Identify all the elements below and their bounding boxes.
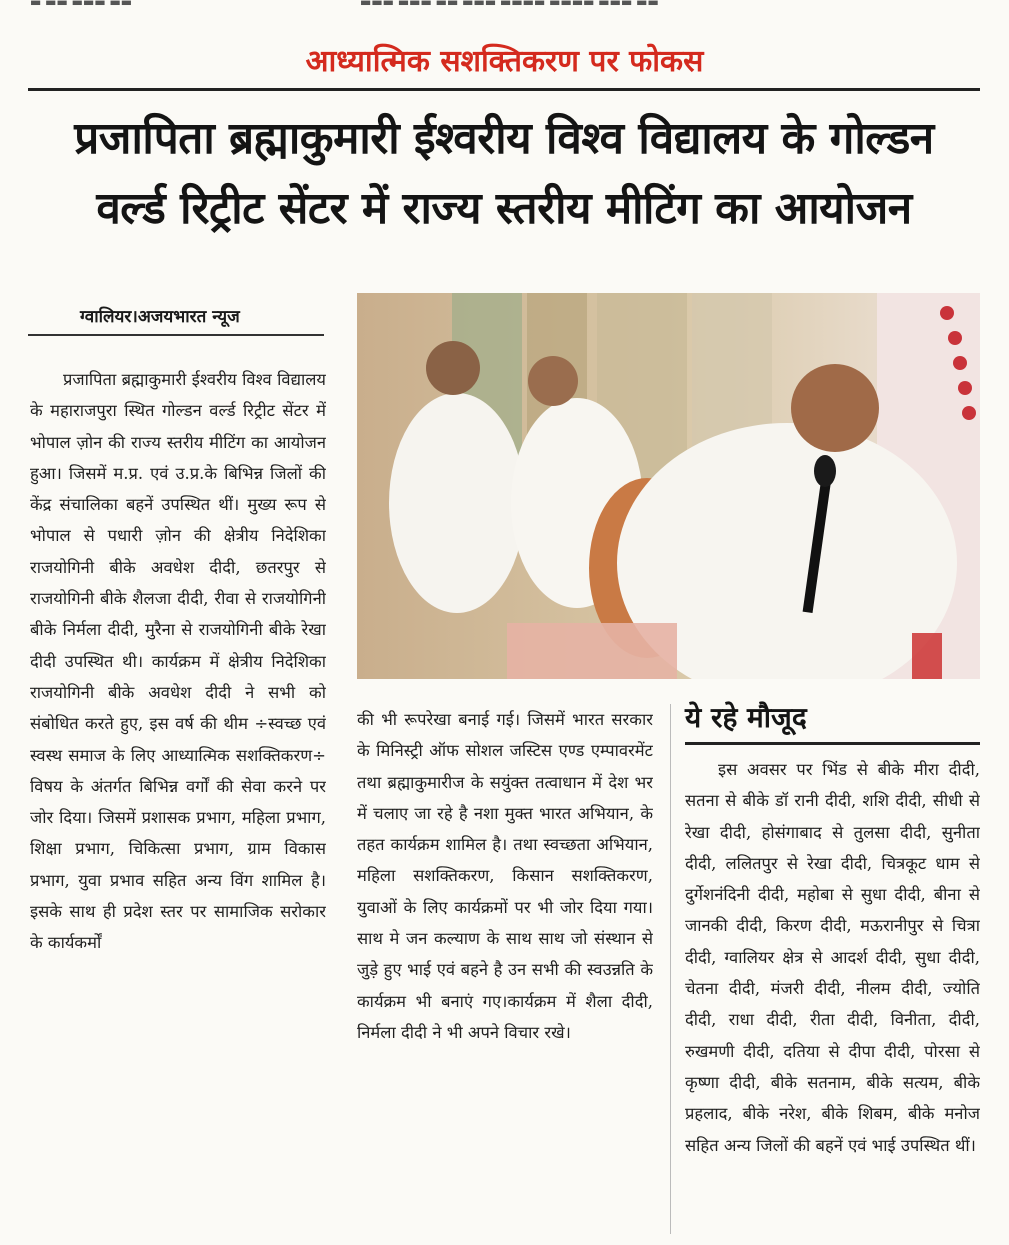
headline-line-1: प्रजापिता ब्रह्माकुमारी ईश्वरीय विश्व विद्यालय के गोल्डन [74,113,934,164]
article-column-1: प्रजापिता ब्रह्माकुमारी ईश्वरीय विश्व विद्यालय के महाराजपुरा स्थित गोल्डन वर्ल्ड रिट्रीट सेंटर में भोपाल ज़ोन की राज्य स्तरीय मीटिंग का आयोजन हुआ। जिसमें म.प्र. एवं उ.प्र.के बिभिन्न जिलों की केंद्र संचालिका बहनें उपस्थित थीं। मुख्य रूप से भोपाल से पधारी ज़ोन की क्षेत्रीय निदेशिका राजयोगिनी बीके अवधेश दीदी, छतरपुर से राजयोगिनी बीके शैलजा दीदी, रीवा से राजयोगिनी बीके निर्मला दीदी, मुरैना से राजयोगिनी बीके रेखा दीदी उपस्थित थी। कार्यक्रम में क्षेत्रीय निदेशिका राजयोगिनी बीके अवधेश दीदी ने सभी को संबोधित करते हुए, इस वर्ष की थीम ÷स्वच्छ एवं स्वस्थ समाज के लिए आध्यात्मिक सशक्तिकरण÷ विषय के अंतर्गत बिभिन्न वर्गों की सेवा करने पर जोर दिया। जिसमें प्रशासक प्रभाग, महिला प्रभाग, शिक्षा प्रभाग, चिकित्सा प्रभाग, ग्राम विकास प्रभाग, युवा प्रभाव सहित अन्य विंग शामिल है। इसके साथ ही प्रदेश स्तर पर सामाजिक सरोकार के कार्यकर्मों [30,370,326,953]
previous-article-strip: ▬ ▬▬ ▬▬▬ ▬▬ ▬▬▬ ▬▬▬ ▬▬ ▬▬▬ ▬▬▬▬ ▬▬▬▬ ▬▬▬ ▬▬ [30,0,659,9]
sidebar-heading: ये रहे मौजूद [685,701,807,734]
kicker-rule [28,88,980,91]
column-separator [670,704,671,1234]
headline [18,104,990,244]
kicker: आध्यात्मिक सशक्तिकरण पर फोकस [305,44,704,79]
sidebar-attendees-text: इस अवसर पर भिंड से बीके मीरा दीदी, सतना से बीके डॉ रानी दीदी, शशि दीदी, सीधी से रेखा दीदी, होसंगाबाद से तुलसा दीदी, सुनीता दीदी, ललितपुर से रेखा दीदी, चित्रकूट धाम से दुर्गेशनंदिनी दीदी, महोबा से सुधा दीदी, बीना से जानकी दीदी, किरण दीदी, मऊरानीपुर से चित्रा दीदी, ग्वालियर क्षेत्र से आदर्श दीदी, सुधा दीदी, चेतना दीदी, मंजरी दीदी, नीलम दीदी, ज्योति दीदी, राधा दीदी, रीता दीदी, विनीता, दीदी, रुखमणी दीदी, दतिया से दीपा दीदी, पोरसा से कृष्णा दीदी, बीके सतनाम, बीके सत्यम, बीके प्रहलाद, बीके नरेश, बीके शिबम, बीके मनोज सहित अन्य जिलों की बहनें एवं भाई उपस्थित थीं। [685,760,980,1155]
headline-line-2: वर्ल्ड रिट्रीट सेंटर में राज्य स्तरीय मीटिंग का आयोजन [96,183,912,234]
article-column-2: की भी रूपरेखा बनाई गई। जिसमें भारत सरकार के मिनिस्ट्री ऑफ सोशल जस्टिस एण्ड एम्पावरमेंट तथा ब्रह्माकुमारीज के सयुंक्त तत्वाधान में देश भर में चलाए जा रहे है नशा मुक्त भारत अभियान, के तहत कार्यक्रम शामिल है। तथा स्वच्छता अभियान, महिला सशक्तिकरण, किसान सशक्तिकरण, युवाओं के लिए कार्यक्रमों पर भी जोर दिया गया।साथ मे जन कल्याण के साथ साथ जो संस्थान से जुड़े हुए भाई एवं बहने है उन सभी की स्वउन्नति के कार्यक्रम भी बनाएं गए।कार्यक्रम में शैला दीदी, निर्मला दीदी ने भी अपने विचार रखे। [357,710,653,1042]
dateline-rule [28,334,324,336]
dateline: ग्वालियर।अजयभारत न्यूज [80,307,240,327]
event-photo [357,293,980,679]
sidebar-heading-rule [685,742,980,745]
